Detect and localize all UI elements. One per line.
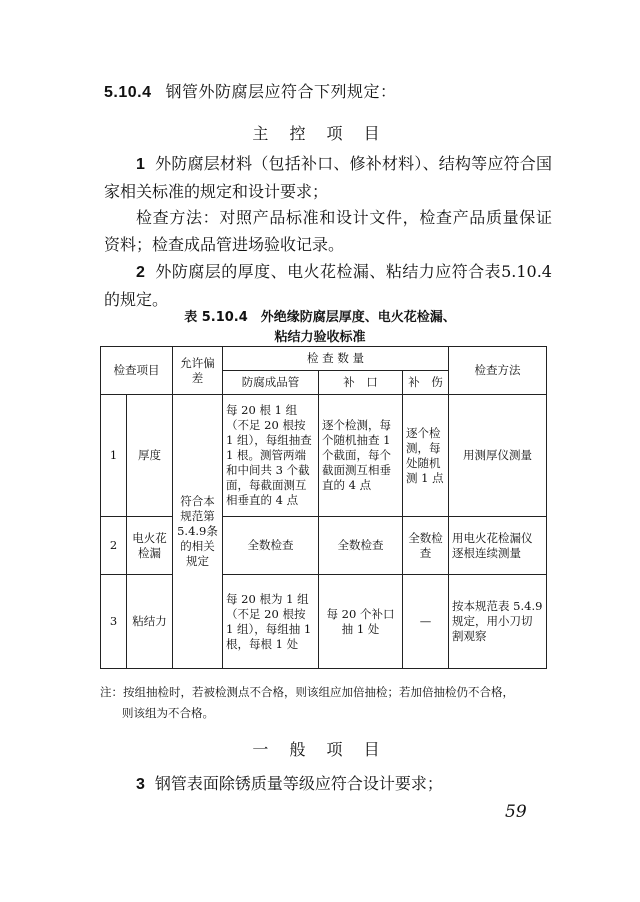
- row-name: 电火花检漏: [127, 517, 173, 575]
- row-finished: 每 20 根 1 组（不足 20 根按 1 组），每组抽查 1 根。测管两端和中间共 3 个截面，每截面测互相垂直的 4 点: [223, 395, 319, 517]
- row-no: 1: [101, 395, 127, 517]
- header-tolerance: 允许偏差: [173, 347, 223, 395]
- header-repair: 补 伤: [403, 371, 449, 395]
- section-title-general: 一 般 项 目: [252, 740, 388, 759]
- item-1: [104, 150, 552, 205]
- table-row: [101, 517, 547, 575]
- check-method: [104, 204, 552, 258]
- row-repair: 全数检查: [403, 517, 449, 575]
- row-no: 3: [101, 575, 127, 669]
- row-repair: 逐个检测，每处随机测 1 点: [403, 395, 449, 517]
- table-row: [101, 395, 547, 517]
- table-note: [100, 682, 560, 724]
- item-1-number: 1: [136, 156, 145, 173]
- item-3-number: 3: [136, 776, 145, 793]
- row-finished: 每 20 根为 1 组（不足 20 根按 1 组），每组抽 1 根，每根 1 处: [223, 575, 319, 669]
- row-name: 粘结力: [127, 575, 173, 669]
- item-2-text: 外防腐层的厚度、电火花检漏、粘结力应符合表5.10.4的规定。: [104, 262, 552, 309]
- item-2-number: 2: [136, 264, 145, 281]
- clause-heading: [104, 79, 397, 102]
- table-caption-line1: 表 5.10.4 外绝缘防腐层厚度、电火花检漏、: [184, 310, 456, 325]
- row-repair: —: [403, 575, 449, 669]
- row-method: 按本规范表 5.4.9 规定，用小刀切割观察: [449, 575, 547, 669]
- header-quantity: 检 查 数 量: [223, 347, 449, 371]
- item-1-text: 外防腐层材料（包括补口、修补材料）、结构等应符合国家相关标准的规定和设计要求；: [104, 154, 552, 201]
- check-method-text: 对照产品标准和设计文件，检查产品质量保证资料；检查成品管进场验收记录。: [104, 208, 552, 254]
- header-item: 检查项目: [101, 347, 173, 395]
- clause-number: 5.10.4: [104, 84, 152, 101]
- section-title-main: 主 控 项 目: [252, 124, 388, 143]
- header-finished: 防腐成品管: [223, 371, 319, 395]
- table-row: [101, 575, 547, 669]
- acceptance-table: [100, 346, 547, 669]
- row-joint: 逐个检测，每个随机抽查 1 个截面，每个截面测互相垂直的 4 点: [319, 395, 403, 517]
- item-3: [104, 770, 552, 798]
- row-finished: 全数检查: [223, 517, 319, 575]
- note-line1: 注：按组抽检时，若被检测点不合格，则该组应加倍抽检；若加倍抽检仍不合格，: [100, 685, 514, 699]
- row-joint: 每 20 个补口抽 1 处: [319, 575, 403, 669]
- tolerance-cell: 符合本规范第5.4.9条的相关规定: [173, 395, 223, 669]
- header-method: 检查方法: [449, 347, 547, 395]
- row-method: 用电火花检漏仪逐根连续测量: [449, 517, 547, 575]
- item-3-text: 钢管表面除锈质量等级应符合设计要求；: [154, 774, 443, 793]
- note-line2: 则该组为不合格。: [122, 706, 214, 720]
- row-joint: 全数检查: [319, 517, 403, 575]
- page-number: 59: [505, 802, 527, 822]
- row-name: 厚度: [127, 395, 173, 517]
- table-caption-line2: 粘结力验收标准: [274, 330, 366, 345]
- clause-text: 钢管外防腐层应符合下列规定：: [165, 82, 397, 101]
- row-no: 2: [101, 517, 127, 575]
- item-2: [104, 258, 552, 313]
- check-method-label: 检查方法：: [136, 208, 220, 227]
- header-joint: 补 口: [319, 371, 403, 395]
- row-method: 用测厚仪测量: [449, 395, 547, 517]
